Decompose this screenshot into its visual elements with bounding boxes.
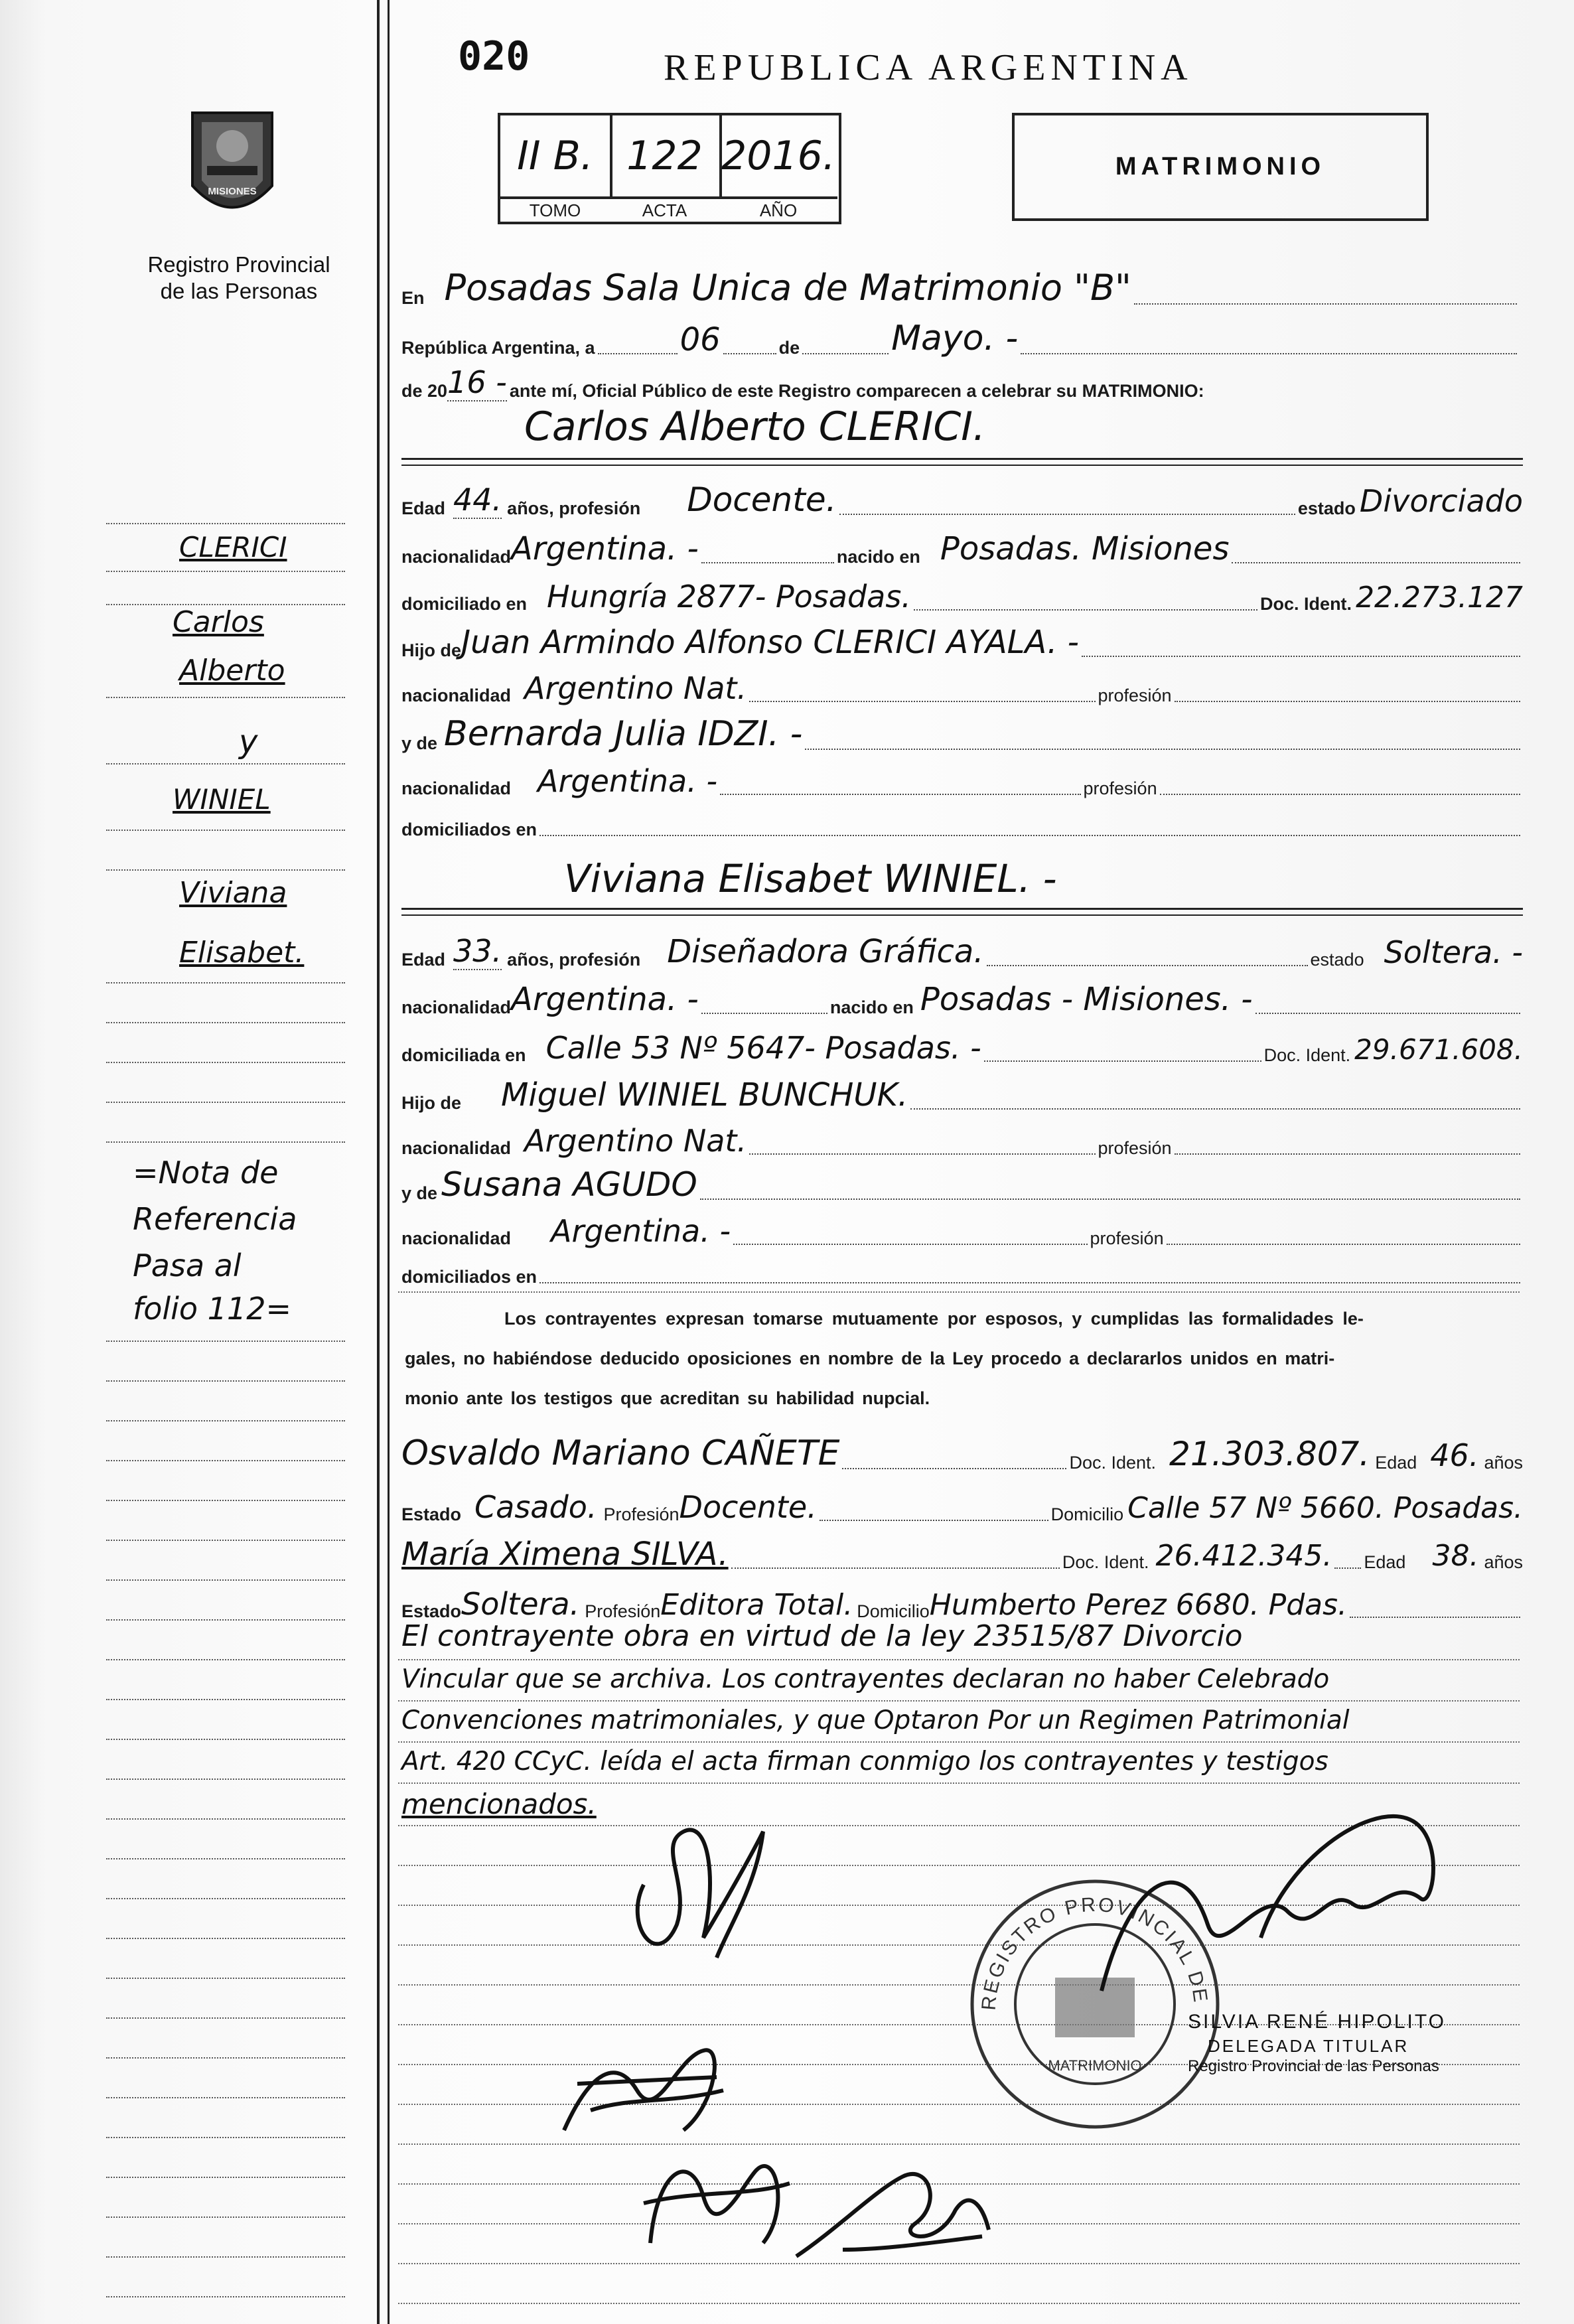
tomo-value: II B. [517, 133, 593, 179]
t1-estado-label: Estado [401, 1504, 462, 1524]
c1-madre-nac-value: Argentina. - [537, 763, 718, 799]
declaration-line1: Los contrayentes expresan tomarse mutuamente por esposos, y cumplidas las formalidades le- [504, 1309, 1364, 1329]
c2-nacionalidad-value: Argentina. - [511, 981, 699, 1018]
c1-doc-value: 22.273.127 [1356, 581, 1523, 615]
year-field [401, 362, 1520, 401]
t1-estado-row [401, 1476, 1523, 1525]
margin-name-2b: Elisabet. [179, 936, 305, 970]
declaration-line2: gales, no habiéndose deducido oposiciones en nombre de la Ley procedo a declararlos unidos en matri- [405, 1348, 1335, 1368]
act-type-box [1012, 113, 1429, 221]
margin-ref-line4: folio 112= [133, 1291, 292, 1327]
declaration-line3: monio ante los testigos que acreditan su habilidad nupcial. [405, 1388, 930, 1408]
c2-hijo-label: Hijo de [401, 1093, 462, 1113]
c2-domiciliados-label: domiciliados en [401, 1267, 537, 1287]
c1-estado-value: Divorciado [1359, 483, 1523, 519]
t1-edad-label: Edad [1375, 1453, 1417, 1473]
t1-edad-value: 46. [1430, 1437, 1479, 1473]
contrayente1-full-name: Carlos Alberto CLERICI. [524, 403, 986, 450]
en-field [401, 255, 1520, 309]
signature-official [1088, 1805, 1460, 2017]
c1-domicilio-value: Hungría 2877- Posadas. [547, 579, 911, 615]
republica-label: República Argentina, a [401, 338, 595, 358]
c2-madre-nac-value: Argentina. - [551, 1213, 731, 1249]
c2-madre-row [401, 1160, 1523, 1204]
c2-doc-value: 29.671.608. [1354, 1033, 1523, 1066]
c1-madre-value: Bernarda Julia IDZI. - [444, 714, 803, 754]
margin-name-1b: Alberto [179, 654, 285, 688]
t1-doc-value: 21.303.807. [1169, 1435, 1370, 1473]
anio-value: 2016. [721, 133, 835, 179]
margin-name-1a: Carlos [173, 605, 264, 639]
margin-ref-line3: Pasa al [133, 1248, 242, 1283]
c1-nacionalidad-value: Argentina. - [511, 530, 699, 567]
c2-padre-row [401, 1067, 1523, 1114]
c1-padre-row [401, 616, 1523, 661]
c2-domicilio-row [401, 1019, 1523, 1066]
emblem-text: MISIONES [208, 186, 257, 197]
signature-contrayente-1 [617, 1805, 790, 1978]
country-title: REPUBLICA ARGENTINA [664, 47, 1193, 88]
t2-domicilio-label: Domicilio [857, 1601, 930, 1621]
margin-connector: y [239, 723, 258, 761]
observation-line5: mencionados. [401, 1788, 597, 1820]
registry-numbers-table [498, 113, 841, 224]
t2-name: María Ximena SILVA. [401, 1536, 729, 1573]
c2-estado-value: Soltera. - [1384, 934, 1523, 970]
c2-madre-nac-label: nacionalidad [401, 1228, 512, 1248]
t2-domicilio-value: Humberto Perez 6680. Pdas. [929, 1588, 1347, 1622]
t1-domicilio-label: Domicilio [1050, 1504, 1124, 1524]
t1-name-row [401, 1420, 1523, 1473]
t2-doc-value: 26.412.345. [1155, 1539, 1332, 1573]
year-value: 16 - [447, 364, 507, 400]
t1-profesion-value: Docente. [679, 1489, 817, 1525]
c2-domiciliado-label: domiciliada en [401, 1045, 526, 1065]
t1-name: Osvaldo Mariano CAÑETE [401, 1433, 840, 1473]
registry-name-line2: de las Personas [160, 279, 318, 303]
c1-domicilio-row [401, 569, 1523, 615]
c1-nacido-label: nacido en [836, 547, 920, 567]
observation-line4: Art. 420 CCyC. leída el acta firman conmigo los contrayentes y testigos [401, 1747, 1328, 1777]
c1-nacionalidad-row [401, 521, 1523, 567]
c1-padre-prof-label: profesión [1098, 686, 1172, 705]
t2-edad-value: 38. [1432, 1539, 1479, 1573]
c1-padre-nac-value: Argentino Nat. [524, 670, 747, 706]
day-value: 06 [680, 321, 721, 358]
seal-inner-text: MATRIMONIO [1048, 2057, 1142, 2074]
c1-edad-row [401, 471, 1523, 519]
c1-estado-label: estado [1297, 498, 1356, 518]
t1-anios-label: años [1484, 1453, 1523, 1473]
c1-profesion-value: Docente. [687, 480, 837, 519]
c1-domiciliados-row [401, 800, 1523, 840]
signature-testigo-1 [630, 2130, 803, 2263]
margin-ref-line2: Referencia [133, 1201, 297, 1237]
c1-hijo-label: Hijo de [401, 640, 462, 660]
c2-anios-profesion-label: años, profesión [507, 950, 641, 970]
official-title: DELEGADA TITULAR [1208, 2036, 1409, 2056]
signature-testigo-2 [783, 2150, 1009, 2270]
c2-madre-nac-row [401, 1205, 1523, 1249]
c2-nacido-value: Posadas - Misiones. - [920, 981, 1253, 1018]
registry-name-line1: Registro Provincial [147, 252, 330, 277]
margin-surname-2: WINIEL [173, 783, 271, 816]
c2-profesion-value: Diseñadora Gráfica. [667, 933, 984, 970]
c1-padre-value: Juan Armindo Alfonso CLERICI AYALA. - [461, 624, 1079, 661]
c1-yde-label: y de [401, 733, 438, 753]
c2-domicilio-value: Calle 53 Nº 5647- Posadas. - [545, 1030, 981, 1066]
c2-edad-row [401, 921, 1523, 970]
month-value: Mayo. - [891, 319, 1019, 358]
c2-madre-value: Susana AGUDO [441, 1165, 697, 1204]
seal-ring-text: REGISTRO PROVINCIAL DE [977, 1893, 1212, 2011]
c2-padre-value: Miguel WINIEL BUNCHUK. [501, 1076, 908, 1114]
c2-edad-label: Edad [401, 950, 446, 970]
c1-madre-prof-label: profesión [1083, 778, 1157, 798]
c2-estado-label: estado [1310, 950, 1364, 970]
c2-doc-label: Doc. Ident. [1263, 1045, 1351, 1065]
c1-nacionalidad-label: nacionalidad [401, 547, 512, 567]
de20-label: de 20 [401, 381, 448, 401]
c2-edad-value: 33. [453, 933, 502, 969]
c2-nacido-label: nacido en [829, 997, 914, 1017]
t2-edad-label: Edad [1364, 1552, 1406, 1572]
c1-domiciliado-label: domiciliado en [401, 594, 528, 614]
c1-nacido-value: Posadas. Misiones [940, 530, 1230, 567]
c1-anios-profesion-label: años, profesión [507, 498, 641, 518]
anio-label: AÑO [759, 200, 798, 220]
t2-profesion-label: Profesión [585, 1601, 661, 1621]
c2-nacionalidad-label: nacionalidad [401, 997, 512, 1017]
page-number: 020 [458, 33, 530, 80]
observation-line1: El contrayente obra en virtud de la ley 23515/87 Divorcio [401, 1619, 1243, 1653]
en-label: En [401, 288, 425, 308]
t2-doc-label: Doc. Ident. [1062, 1552, 1149, 1572]
margin-name-2a: Viviana [179, 876, 287, 910]
t2-name-row [401, 1526, 1523, 1573]
c2-padre-nac-row [401, 1115, 1523, 1159]
t1-doc-label: Doc. Ident. [1069, 1453, 1157, 1473]
c1-doc-label: Doc. Ident. [1260, 594, 1352, 614]
c2-yde-label: y de [401, 1183, 438, 1203]
observation-line3: Convenciones matrimoniales, y que Optaron Por un Regimen Patrimonial [401, 1706, 1350, 1735]
t2-anios-label: años [1484, 1552, 1523, 1572]
c1-padre-nac-label: nacionalidad [401, 686, 512, 705]
c2-padre-nac-value: Argentino Nat. [524, 1123, 747, 1159]
ante-text: ante mí, Oficial Público de este Registro comparecen a celebrar su MATRIMONIO: [509, 381, 1204, 401]
acta-value: 122 [626, 133, 703, 179]
act-type-label: MATRIMONIO [1115, 153, 1326, 181]
c2-padre-prof-label: profesión [1098, 1138, 1172, 1158]
margin-ref-line1: =Nota de [133, 1155, 279, 1191]
c1-domiciliados-label: domiciliados en [401, 820, 537, 839]
t2-profesion-value: Editora Total. [660, 1588, 853, 1622]
observation-line2: Vincular que se archiva. Los contrayentes declaran no haber Celebrado [401, 1664, 1330, 1694]
contrayente2-full-name: Viviana Elisabet WINIEL. - [564, 856, 1057, 901]
en-value: Posadas Sala Unica de Matrimonio "B" [444, 267, 1131, 309]
c1-madre-nac-row [401, 755, 1523, 799]
c2-domiciliados-row [401, 1250, 1523, 1287]
c1-madre-row [401, 707, 1523, 754]
margin-border-left [377, 0, 380, 2324]
margin-surname-1: CLERICI [179, 531, 287, 563]
official-org: Registro Provincial de las Personas [1188, 2057, 1439, 2075]
de-label: de [778, 338, 800, 358]
t2-estado-row [401, 1574, 1523, 1622]
c1-edad-label: Edad [401, 498, 446, 518]
t2-estado-label: Estado [401, 1601, 462, 1621]
c2-padre-nac-label: nacionalidad [401, 1138, 512, 1158]
official-name: SILVIA RENÉ HIPOLITO [1188, 2011, 1447, 2033]
c2-madre-prof-label: profesión [1090, 1228, 1164, 1248]
date-field [401, 312, 1520, 358]
acta-label: ACTA [642, 200, 687, 220]
c1-madre-nac-label: nacionalidad [401, 778, 512, 798]
margin-border-right [388, 0, 390, 2324]
c1-edad-value: 44. [453, 482, 502, 518]
t1-estado-value: Casado. [474, 1489, 597, 1525]
province-emblem [179, 106, 285, 232]
c1-padre-nac-row [401, 662, 1523, 706]
t1-profesion-label: Profesión [603, 1504, 680, 1524]
t2-estado-value: Soltera. [461, 1586, 580, 1622]
t1-domicilio-value: Calle 57 Nº 5660. Posadas. [1127, 1491, 1523, 1525]
tomo-label: TOMO [529, 200, 581, 220]
c2-nacionalidad-row [401, 972, 1523, 1018]
